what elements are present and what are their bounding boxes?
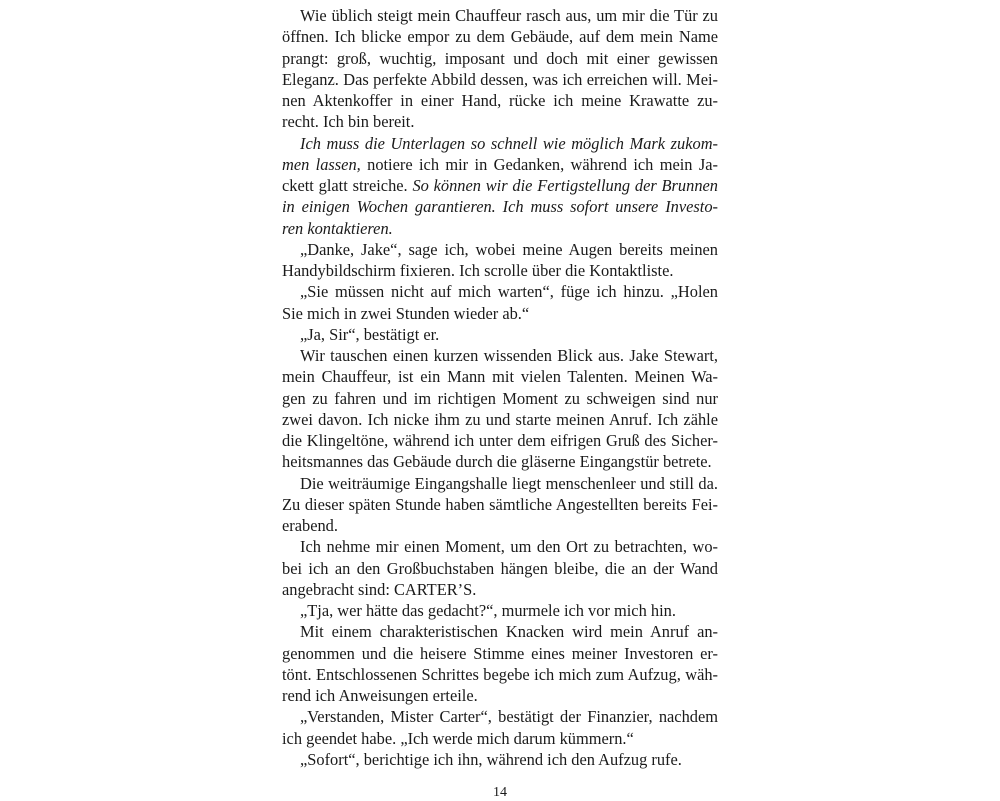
text-line: Zu dieser späten Stunde haben sämtliche Angestellten bereits Fei- [282,494,718,514]
text-line: Mit einem charakteristischen Knacken wird mein Anruf an- [300,622,718,642]
body-text [282,5,718,770]
text-line: bei ich an den Großbuchstaben hängen bleibe, die an der Wand [282,558,718,578]
text-line: tönt. Entschlossenen Schrittes begebe ich mich zum Aufzug, wäh- [282,664,718,684]
text-line: gen zu fahren und im richtigen Moment zu schweigen sind nur [282,388,718,408]
text-line: angebracht sind: CARTER’S. [282,579,477,599]
text-line: „Verstanden, Mister Carter“, bestätigt der Finanzier, nachdem [300,707,718,727]
text-line: heitsmannes das Gebäude durch die gläserne Eingangstür betrete. [282,452,712,472]
text-segment: ckett glatt streiche. [282,176,413,195]
text-line: nen Aktenkoffer in einer Hand, rücke ich meine Krawatte zu- [282,91,718,110]
text-line: „Danke, Jake“, sage ich, wobei meine Augen bereits meinen [300,239,718,259]
text-line: zwei davon. Ich nicke ihm zu und starte meinen Anruf. Ich zähle [282,409,718,429]
text-line: „Ja, Sir“, bestätigt er. [300,324,440,344]
text-line: die Klingeltöne, während ich unter dem eifrigen Gruß des Sicher- [282,431,718,450]
text-line: erabend. [282,516,338,535]
text-line: Ich nehme mir einen Moment, um den Ort zu betrachten, wo- [300,537,718,557]
text-line: recht. Ich bin bereit. [282,112,415,132]
text-line: Eleganz. Das perfekte Abbild dessen, was ich erreichen will. Mei- [282,69,718,89]
text-segment: notiere ich mir in Gedanken, während ich mein Ja- [360,154,718,174]
text-line: prangt: groß, wuchtig, imposant und doch mit einer gewissen [282,48,718,68]
text-line: rend ich Anweisungen erteile. [282,686,478,705]
text-line: genommen und die heisere Stimme eines meiner Investoren er- [282,643,718,663]
text-line: ren kontaktieren. [282,218,393,238]
text-line: in einigen Wochen garantieren. Ich muss sofort unsere Investo- [282,197,718,217]
text-line: Ich muss die Unterlagen so schnell wie möglich Mark zukom- [300,133,718,153]
italic-text: men lassen, [282,154,361,174]
text-line: öffnen. Ich blicke empor zu dem Gebäude, auf dem mein Name [282,27,718,47]
text-line: „Sofort“, berichtige ich ihn, während ich den Aufzug rufe. [300,749,682,769]
text-line: „Sie müssen nicht auf mich warten“, füge ich hinzu. „Holen [300,282,718,302]
page-number: 14 [493,785,507,800]
text-line: ich geendet habe. „Ich werde mich darum kümmern.“ [282,728,634,748]
text-line: Handybildschirm fixieren. Ich scrolle über die Kontaktliste. [282,261,674,280]
text-line: Wie üblich steigt mein Chauffeur rasch aus, um mir die Tür zu [300,6,718,25]
text-line: Die weiträumige Eingangshalle liegt menschenleer und still da. [300,473,718,493]
book-page [282,0,718,800]
text-line: „Tja, wer hätte das gedacht?“, murmele ich vor mich hin. [300,601,676,620]
text-line [282,175,718,196]
italic-text: So können wir die Fertigstellung der Brunnen [412,176,718,195]
text-line [282,154,718,175]
text-line: Sie mich in zwei Stunden wieder ab.“ [282,303,530,323]
text-line: Wir tauschen einen kurzen wissenden Blick aus. Jake Stewart, [300,346,718,365]
text-line: mein Chauffeur, ist ein Mann mit vielen Talenten. Meinen Wa- [282,367,718,387]
